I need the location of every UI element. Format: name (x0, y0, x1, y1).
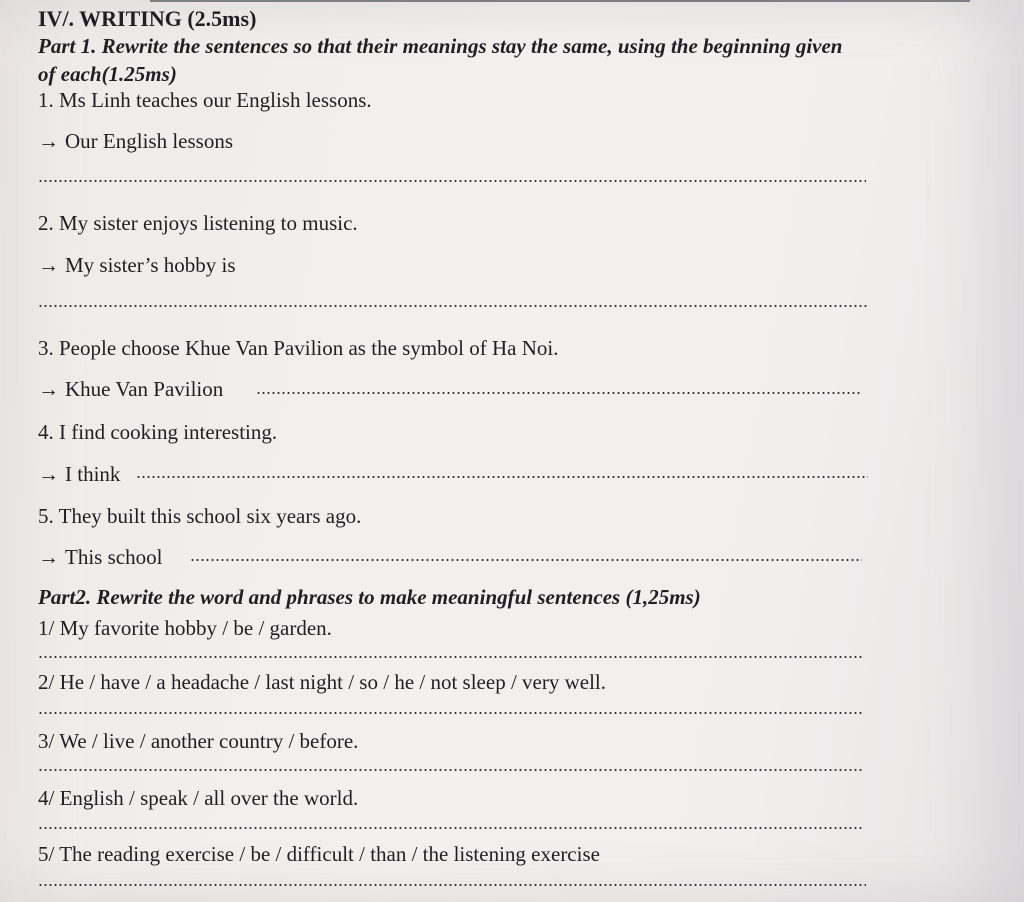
answer-line-4[interactable] (136, 476, 868, 478)
part1-prompt-3 (38, 379, 223, 400)
prompt-text: This school (65, 545, 163, 569)
prompt-text: Khue Van Pavilion (65, 377, 224, 401)
part2-answer-line-1[interactable] (38, 656, 862, 658)
part1-prompt-1 (38, 131, 233, 152)
part2-answer-line-4[interactable] (38, 827, 864, 829)
part2-title: Part2. Rewrite the word and phrases to make meaningful sentences (1,25ms) (38, 585, 701, 609)
prompt-text: Our English lessons (65, 129, 233, 153)
part2-item-3: 3/ We / live / another country / before. (38, 729, 359, 753)
part1-sentence-3: 3. People choose Khue Van Pavilion as the symbol of Ha Noi. (38, 336, 559, 360)
part1-prompt-4 (38, 464, 120, 485)
top-border-line (150, 0, 970, 2)
part2-answer-line-5[interactable] (38, 884, 866, 886)
answer-line-5[interactable] (190, 559, 862, 561)
part1-sentence-5: 5. They built this school six years ago. (38, 504, 362, 528)
arrow-icon: → (38, 377, 59, 401)
prompt-text: My sister’s hobby is (65, 253, 236, 277)
part1-sentence-2: 2. My sister enjoys listening to music. (38, 211, 358, 235)
part2-answer-line-3[interactable] (38, 769, 864, 771)
prompt-text: I think (65, 462, 121, 486)
part2-item-4: 4/ English / speak / all over the world. (38, 786, 359, 810)
part2-item-1: 1/ My favorite hobby / be / garden. (38, 616, 332, 640)
section-heading: IV/. WRITING (2.5ms) (38, 6, 257, 31)
part2-item-5: 5/ The reading exercise / be / difficult / than / the listening exercise (38, 842, 600, 866)
arrow-icon: → (38, 462, 59, 486)
part1-sentence-1: 1. Ms Linh teaches our English lessons. (38, 88, 372, 112)
arrow-icon: → (38, 129, 59, 153)
part1-title-line1: Part 1. Rewrite the sentences so that their meanings stay the same, using the beginning given (38, 34, 843, 58)
part2-item-2: 2/ He / have / a headache / last night / so / he / not sleep / very well. (38, 670, 607, 694)
answer-line-3[interactable] (256, 392, 860, 394)
part1-prompt-5 (38, 547, 162, 568)
part2-answer-line-2[interactable] (38, 712, 862, 714)
arrow-icon: → (38, 253, 59, 277)
answer-line-1[interactable] (38, 180, 866, 182)
part1-prompt-2 (38, 255, 236, 276)
answer-line-2[interactable] (38, 305, 868, 307)
part1-sentence-4: 4. I find cooking interesting. (38, 420, 278, 444)
part1-title-line2: of each(1.25ms) (38, 62, 177, 86)
arrow-icon: → (38, 545, 59, 569)
